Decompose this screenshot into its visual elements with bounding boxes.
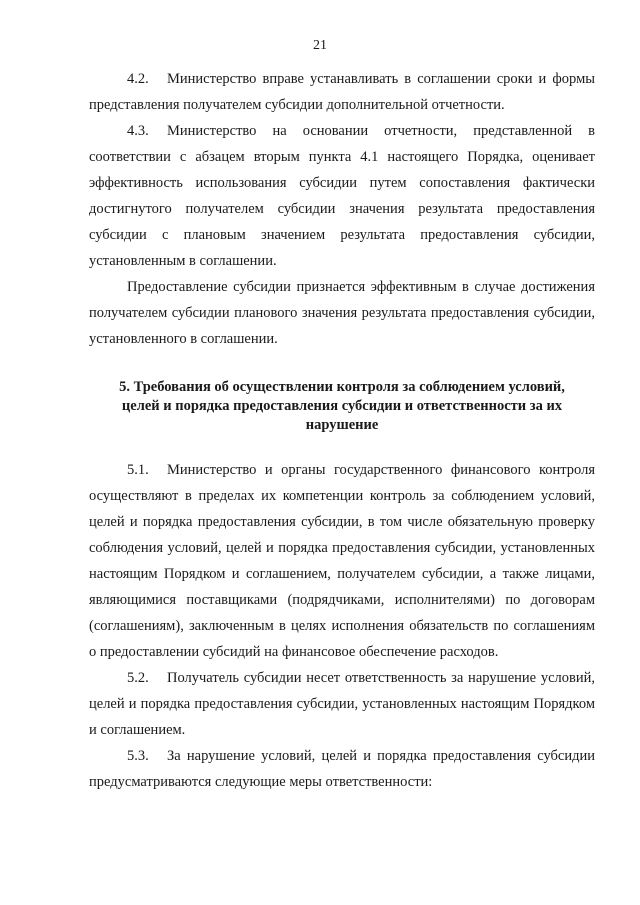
paragraph-5-2 — [89, 665, 595, 743]
paragraph-number: 4.2. — [127, 71, 149, 87]
paragraph-text: Получатель субсидии несет ответственность за нарушение условий, целей и порядка предоставления субсидии, установленных настоящим Порядком и соглашением. — [89, 670, 595, 738]
paragraph-text: Министерство вправе устанавливать в соглашении сроки и формы представления получателем субсидии дополнительной отчетности. — [89, 71, 595, 113]
paragraph-number: 4.3. — [127, 123, 149, 139]
paragraph-text: Министерство и органы государственного финансового контроля осуществляют в пределах их компетенции контроль за соблюдением условий, целей и порядка предоставления субсидии, в том числе обязательную проверку соблюдения условий, целей и порядка предоставления субсидии, установленных настоящим Порядком и соглашением, получателем субсидии, а также лицами, являющимися поставщиками (подрядчиками, исполнителями) по договорам (соглашениям), заключенным в целях исполнения обязательств по соглашениям о предоставлении субсидий на финансовое обеспечение расходов. — [89, 462, 595, 660]
paragraph-4-3 — [89, 118, 595, 274]
page-number: 21 — [313, 38, 327, 53]
paragraph-text: Министерство на основании отчетности, представленной в соответствии с абзацем вторым пункта 4.1 настоящего Порядка, оценивает эффективность использования субсидии путем сопоставления фактически достигнутого получателем субсидии значения результата предоставления субсидии с плановым значением результата предоставления субсидии, установленным в соглашении. — [89, 123, 595, 269]
paragraph-text: Предоставление субсидии признается эффективным в случае достижения получателем субсидии планового значения результата предоставления субсидии, установленного в соглашении. — [89, 279, 595, 347]
paragraph-4-2 — [89, 66, 595, 118]
paragraph-number: 5.3. — [127, 748, 149, 764]
paragraph-number: 5.2. — [127, 670, 149, 686]
paragraph-5-3 — [89, 743, 595, 795]
paragraph-effectiveness — [89, 274, 595, 352]
paragraph-5-1 — [89, 457, 595, 665]
paragraph-text: За нарушение условий, целей и порядка предоставления субсидии предусматриваются следующие меры ответственности: — [89, 748, 595, 790]
section-5-heading: 5. Требования об осуществлении контроля за соблюдением условий, целей и порядка предоставления субсидии и ответственности за их нарушение — [119, 379, 565, 433]
paragraph-number: 5.1. — [127, 462, 149, 478]
document-body — [89, 66, 595, 795]
